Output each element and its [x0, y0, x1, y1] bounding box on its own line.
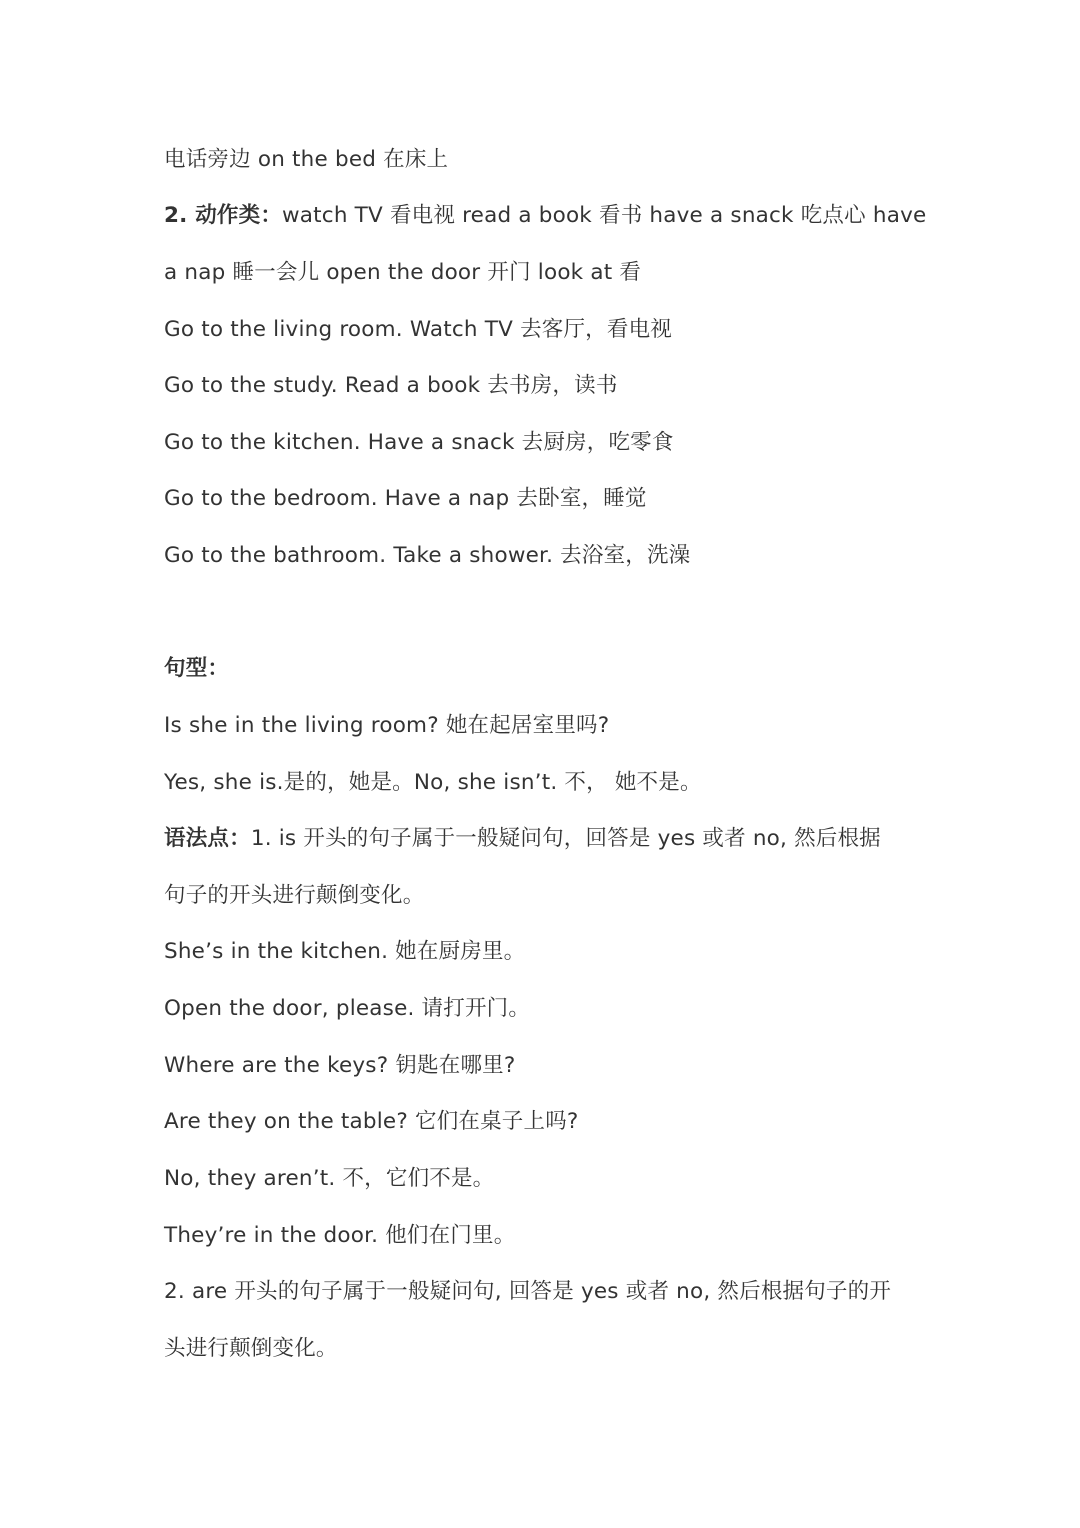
text-span: 1. is 开头的句子属于一般疑问句，回答是 yes 或者 no, 然后根据: [250, 826, 881, 851]
section-heading-sentences: 句型：: [164, 656, 230, 681]
text-line: Go to the bathroom. Take a shower. 去浴室，洗澡: [164, 543, 691, 568]
text-line: 句子的开头进行颠倒变化。: [164, 883, 425, 908]
text-line: Where are the keys? 钥匙在哪里?: [164, 1053, 516, 1078]
text-line: She’s in the kitchen. 她在厨房里。: [164, 939, 526, 964]
text-line: Go to the bedroom. Have a nap 去卧室，睡觉: [164, 486, 647, 511]
text-line: Yes, she is.是的，她是。No, she isn’t. 不， 她不是。: [164, 770, 702, 795]
text-line: They’re in the door. 他们在门里。: [164, 1223, 516, 1248]
text-line: [164, 824, 924, 854]
section-heading-grammar: 语法点：: [164, 826, 251, 851]
section-heading-actions: 2. 动作类：: [164, 203, 283, 228]
text-line: Go to the living room. Watch TV 去客厅，看电视: [164, 317, 672, 342]
text-line: Open the door, please. 请打开门。: [164, 996, 531, 1021]
text-line: [164, 201, 927, 231]
text-line: Is she in the living room? 她在起居室里吗?: [164, 713, 610, 738]
text-line: Are they on the table? 它们在桌子上吗?: [164, 1109, 579, 1134]
text-span: watch TV 看电视 read a book 看书 have a snack 吃点心 have: [282, 203, 927, 228]
text-line: 2. are 开头的句子属于一般疑问句, 回答是 yes 或者 no, 然后根据句子的开: [164, 1279, 892, 1304]
text-line: Go to the kitchen. Have a snack 去厨房，吃零食: [164, 430, 674, 455]
text-line: Go to the study. Read a book 去书房，读书: [164, 373, 618, 398]
text-line: No, they aren’t. 不，它们不是。: [164, 1166, 495, 1191]
text-line: 头进行颠倒变化。: [164, 1336, 338, 1361]
text-line: a nap 睡一会儿 open the door 开门 look at 看: [164, 260, 642, 285]
text-line: 电话旁边 on the bed 在床上: [164, 147, 449, 172]
